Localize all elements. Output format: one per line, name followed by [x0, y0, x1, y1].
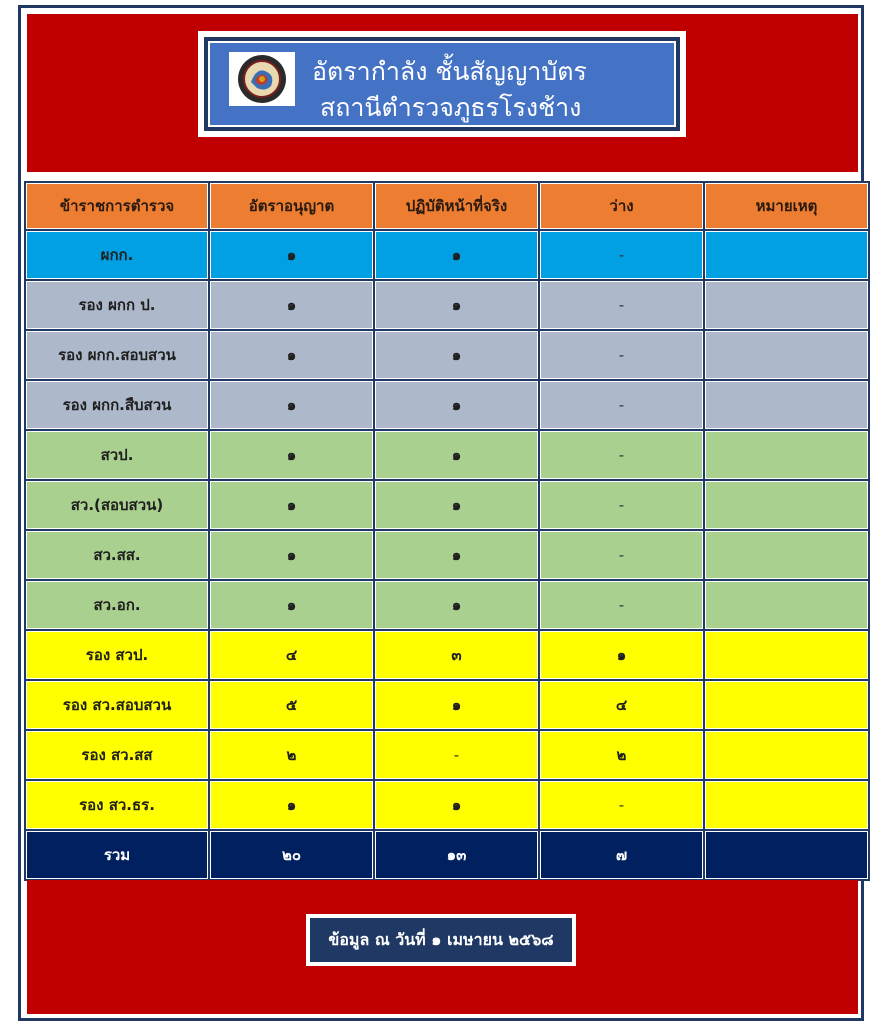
cell-actual: - [375, 731, 538, 779]
cell-actual: ๑ [375, 481, 538, 529]
cell-remarks [705, 231, 868, 279]
table-row [26, 231, 868, 279]
staffing-table [24, 181, 870, 881]
table-row [26, 781, 868, 829]
table-row [26, 631, 868, 679]
cell-authorized: ๕ [210, 681, 373, 729]
page-subtitle: สถานีตำรวจภูธรโรงช้าง [320, 93, 582, 122]
cell-position: สว.(สอบสวน) [26, 481, 208, 529]
cell-total-label: รวม [26, 831, 208, 879]
cell-vacant: - [540, 531, 703, 579]
cell-vacant: - [540, 481, 703, 529]
table-row [26, 331, 868, 379]
cell-authorized: ๔ [210, 631, 373, 679]
cell-remarks [705, 681, 868, 729]
cell-actual: ๑ [375, 581, 538, 629]
cell-actual: ๑ [375, 781, 538, 829]
cell-remarks [705, 481, 868, 529]
cell-position: สว.สส. [26, 531, 208, 579]
cell-remarks [705, 531, 868, 579]
cell-vacant: ๒ [540, 731, 703, 779]
cell-authorized: ๑ [210, 531, 373, 579]
cell-actual: ๑ [375, 381, 538, 429]
cell-position: รอง ผกก.สอบสวน [26, 331, 208, 379]
cell-total-remarks [705, 831, 868, 879]
cell-vacant: ๑ [540, 631, 703, 679]
cell-remarks [705, 781, 868, 829]
cell-vacant: - [540, 431, 703, 479]
table-row [26, 431, 868, 479]
column-header-position: ข้าราชการตำรวจ [26, 183, 208, 229]
table-row [26, 581, 868, 629]
column-header-vacant: ว่าง [540, 183, 703, 229]
cell-position: รอง สว.สส [26, 731, 208, 779]
table-body [26, 231, 868, 879]
data-date-label: ข้อมูล ณ วันที่ ๑ เมษายน ๒๕๖๘ [310, 918, 572, 962]
cell-position: รอง ผกก.สืบสวน [26, 381, 208, 429]
table-row [26, 531, 868, 579]
cell-authorized: ๒ [210, 731, 373, 779]
cell-total-actual: ๑๓ [375, 831, 538, 879]
cell-actual: ๑ [375, 231, 538, 279]
cell-authorized: ๑ [210, 281, 373, 329]
cell-position: รอง สว.สอบสวน [26, 681, 208, 729]
cell-authorized: ๑ [210, 781, 373, 829]
cell-total-vacant: ๗ [540, 831, 703, 879]
cell-actual: ๑ [375, 531, 538, 579]
cell-remarks [705, 731, 868, 779]
cell-actual: ๑ [375, 331, 538, 379]
data-date-box [306, 914, 576, 966]
cell-remarks [705, 431, 868, 479]
police-emblem-icon [229, 52, 295, 106]
table-total-row [26, 831, 868, 879]
cell-remarks [705, 381, 868, 429]
cell-actual: ๑ [375, 281, 538, 329]
cell-vacant: - [540, 781, 703, 829]
cell-vacant: ๔ [540, 681, 703, 729]
cell-total-authorized: ๒๐ [210, 831, 373, 879]
table-row [26, 731, 868, 779]
cell-position: รอง ผกก ป. [26, 281, 208, 329]
cell-position: ผกก. [26, 231, 208, 279]
cell-authorized: ๑ [210, 331, 373, 379]
cell-actual: ๑ [375, 431, 538, 479]
table-header-row [26, 183, 868, 229]
cell-authorized: ๑ [210, 481, 373, 529]
cell-remarks [705, 331, 868, 379]
column-header-authorized: อัตราอนุญาต [210, 183, 373, 229]
cell-remarks [705, 281, 868, 329]
cell-actual: ๓ [375, 631, 538, 679]
cell-vacant: - [540, 281, 703, 329]
cell-vacant: - [540, 231, 703, 279]
table-row [26, 281, 868, 329]
table-row [26, 481, 868, 529]
cell-vacant: - [540, 381, 703, 429]
cell-authorized: ๑ [210, 581, 373, 629]
cell-remarks [705, 631, 868, 679]
cell-authorized: ๑ [210, 381, 373, 429]
page-title: อัตรากำลัง ชั้นสัญญาบัตร [312, 57, 587, 86]
cell-remarks [705, 581, 868, 629]
cell-actual: ๑ [375, 681, 538, 729]
column-header-actual: ปฏิบัติหน้าที่จริง [375, 183, 538, 229]
table-row [26, 381, 868, 429]
table-row [26, 681, 868, 729]
cell-vacant: - [540, 331, 703, 379]
cell-authorized: ๑ [210, 231, 373, 279]
cell-vacant: - [540, 581, 703, 629]
cell-position: สว.อก. [26, 581, 208, 629]
column-header-remarks: หมายเหตุ [705, 183, 868, 229]
cell-authorized: ๑ [210, 431, 373, 479]
cell-position: รอง สว.ธร. [26, 781, 208, 829]
cell-position: รอง สวป. [26, 631, 208, 679]
cell-position: สวป. [26, 431, 208, 479]
